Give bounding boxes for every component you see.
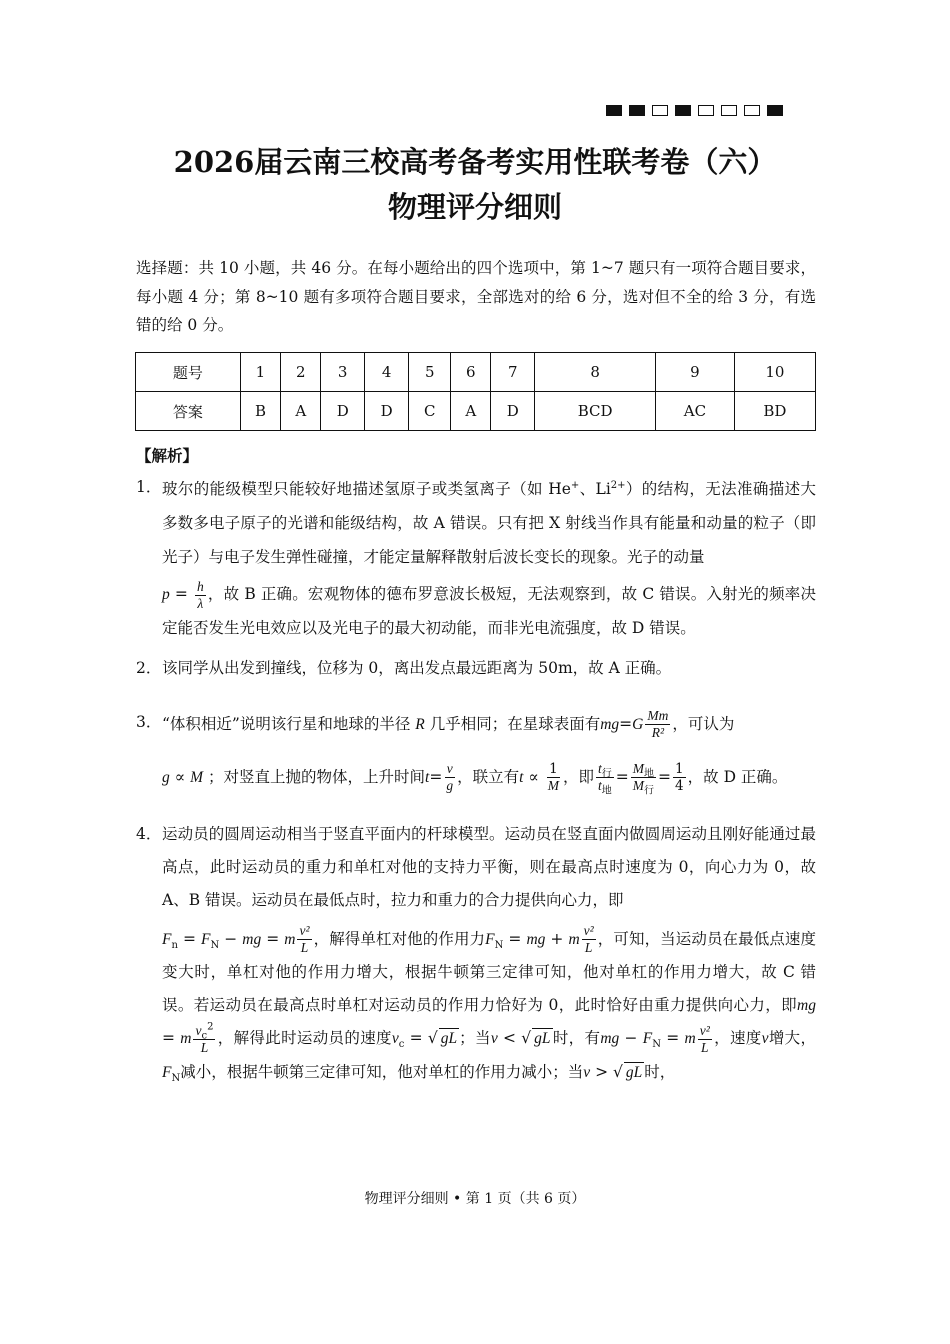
item-number: 1． — [136, 478, 162, 496]
fraction: $\frac{1}{M}$ — [547, 761, 560, 793]
exam-title: 2026届云南三校高考备考实用性联考卷（六） — [173, 145, 777, 179]
fraction: $\frac{h}{\lambda}$ — [196, 578, 204, 611]
answer-table-number-row — [136, 353, 816, 392]
fraction: $\frac{\text{v²}}{L}$ — [299, 923, 310, 955]
table-cell: A — [451, 392, 491, 431]
item-2-text: 该同学从出发到撞线，位移为 0，离出发点最远距离为 50m，故 A 正确。 — [162, 658, 672, 677]
item-4-para-1: 运动员的圆周运动相当于竖直平面内的杆球模型。运动员在竖直面内做圆周运动且刚好能通过最高点，此时运动员的重力和单杠对他的支持力平衡，则在最高点时速度为 0，向心力为 0，故 A、B 错误。运动员在最低点时，拉力和重力的合力提供向心力，即 — [162, 824, 816, 909]
marker-square-filled — [675, 105, 691, 116]
item-number: 2． — [136, 658, 162, 677]
fraction: $\frac{M_地}{M_行}$ — [632, 761, 655, 797]
marker-square-empty — [698, 105, 714, 116]
marker-square-filled — [767, 105, 783, 116]
table-answer-label: 答案 — [136, 392, 241, 431]
item-4-para-2: $F_n = F_N$ − mg = m $\frac{\text{v²}}{L}$ ，解得单杠对他的作用力$F_N$ = mg + m $\frac{\text{v²}}{L}$ ，可知，当运动员在最低点速度变大时，单杠对他的作用力增大，根据牛顿第三定律可知，他对单杠的作用力增大，故 C 错误。若运动员在最高点时单杠对运动员的作用力恰好为 0，此时恰好由重力提供向心力，即mg = m $\frac{v_c^2}{L}$ ，解得此时运动员的速度$v_c$ = √ gL ；当v < √ gL 时，有mg − $F_N = m$ $\frac{\text{v²}}{L}$ ，速度v增大，$F_N$减小，根据牛顿第三定律可知，他对单杠的作用力减小；当v > √ gL 时， — [162, 923, 816, 1084]
marker-square-filled — [606, 105, 622, 116]
table-cell: 6 — [451, 353, 491, 392]
table-cell: 2 — [281, 353, 321, 392]
fraction: $\frac{\text{v²}}{L}$ — [583, 923, 594, 955]
table-cell: BD — [734, 392, 815, 431]
marker-square-empty — [652, 105, 668, 116]
answer-table — [135, 352, 816, 431]
analysis-item-3 — [136, 698, 816, 804]
item-1-text-b: p = $\frac{h}{\lambda}$ ，故 B 正确。宏观物体的德布罗意波长极短，无法观察到，故 C 错误。入射光的频率决定能否发生光电效应以及光电子的最大初动能，而非光电流强度，故 D 错误。 — [162, 578, 816, 637]
fraction: $\frac{\text{v²}}{L}$ — [699, 1022, 710, 1055]
table-cell: BCD — [535, 392, 656, 431]
table-cell: B — [240, 392, 281, 431]
table-cell: C — [409, 392, 451, 431]
header-marker-squares — [606, 105, 783, 116]
table-cell: 3 — [321, 353, 365, 392]
analysis-item-1 — [136, 472, 816, 644]
table-cell: AC — [656, 392, 735, 431]
item-number: 3． — [136, 712, 162, 731]
table-cell: 10 — [734, 353, 815, 392]
table-cell: D — [321, 392, 365, 431]
page-footer: 物理评分细则 • 第 1 页（共 6 页） — [364, 1191, 586, 1207]
analysis-item-4 — [136, 816, 816, 1089]
table-cell: 8 — [535, 353, 656, 392]
table-cell: A — [281, 392, 321, 431]
fraction: $\frac{t_行}{t_地}$ — [598, 761, 612, 797]
marker-square-empty — [744, 105, 760, 116]
fraction: $\frac{Mm}{\text{R²}}$ — [647, 708, 669, 740]
fraction: $\frac{v_c^2}{L}$ — [195, 1021, 214, 1055]
fraction: $\frac{v}{g}$ — [446, 761, 454, 793]
table-cell: 7 — [491, 353, 535, 392]
table-cell: D — [491, 392, 535, 431]
table-header-label: 题号 — [136, 353, 241, 392]
answer-table-answer-row — [136, 392, 816, 431]
analysis-label: 【解析】 — [136, 446, 199, 465]
marker-square-empty — [721, 105, 737, 116]
table-cell: 9 — [656, 353, 735, 392]
choice-intro: 选择题：共 10 小题，共 46 分。在每小题给出的四个选项中，第 1~7 题只有一项符合题目要求，每小题 4 分；第 8~10 题有多项符合题目要求，全部选对的给 6 分，选对但不全的给 3 分，有选错的给 0 分。 — [136, 259, 816, 334]
item-number: 4． — [136, 824, 162, 843]
marker-square-filled — [629, 105, 645, 116]
table-cell: 1 — [240, 353, 281, 392]
table-cell: 4 — [365, 353, 409, 392]
fraction: $\frac{1}{4}$ — [675, 761, 684, 794]
item-1-text-a: 玻尔的能级模型只能较好地描述氢原子或类氢离子（如 He+、$Li^{2+}$）的结构，无法准确描述大多数多电子原子的光谱和能级结构，故 A 错误。只有把 X 射线当作具有能量和动量的粒子（即光子）与电子发生弹性碰撞，才能定量解释散射后波长变长的现象。光子的动量 — [162, 479, 816, 566]
table-cell: D — [365, 392, 409, 431]
analysis-body — [136, 472, 816, 1089]
analysis-item-2 — [136, 652, 816, 684]
item-3-line-1: “体积相近”说明该行星和地球的半径 R 几乎相同；在星球表面有mg=G $\frac{Mm}{\text{R²}}$ ，可认为 — [162, 708, 735, 740]
table-cell: 5 — [409, 353, 451, 392]
exam-subtitle: 物理评分细则 — [387, 190, 562, 224]
item-3-line-2: g ∝ M ；对竖直上抛的物体，上升时间t= $\frac{v}{g}$ ，联立有t ∝ $\frac{1}{M}$ ，即 $\frac{t_行}{t_地}$ = $\frac{M_地}{M_行}$ = $\frac{1}{4}$ ，故 D 正确。 — [162, 761, 788, 797]
